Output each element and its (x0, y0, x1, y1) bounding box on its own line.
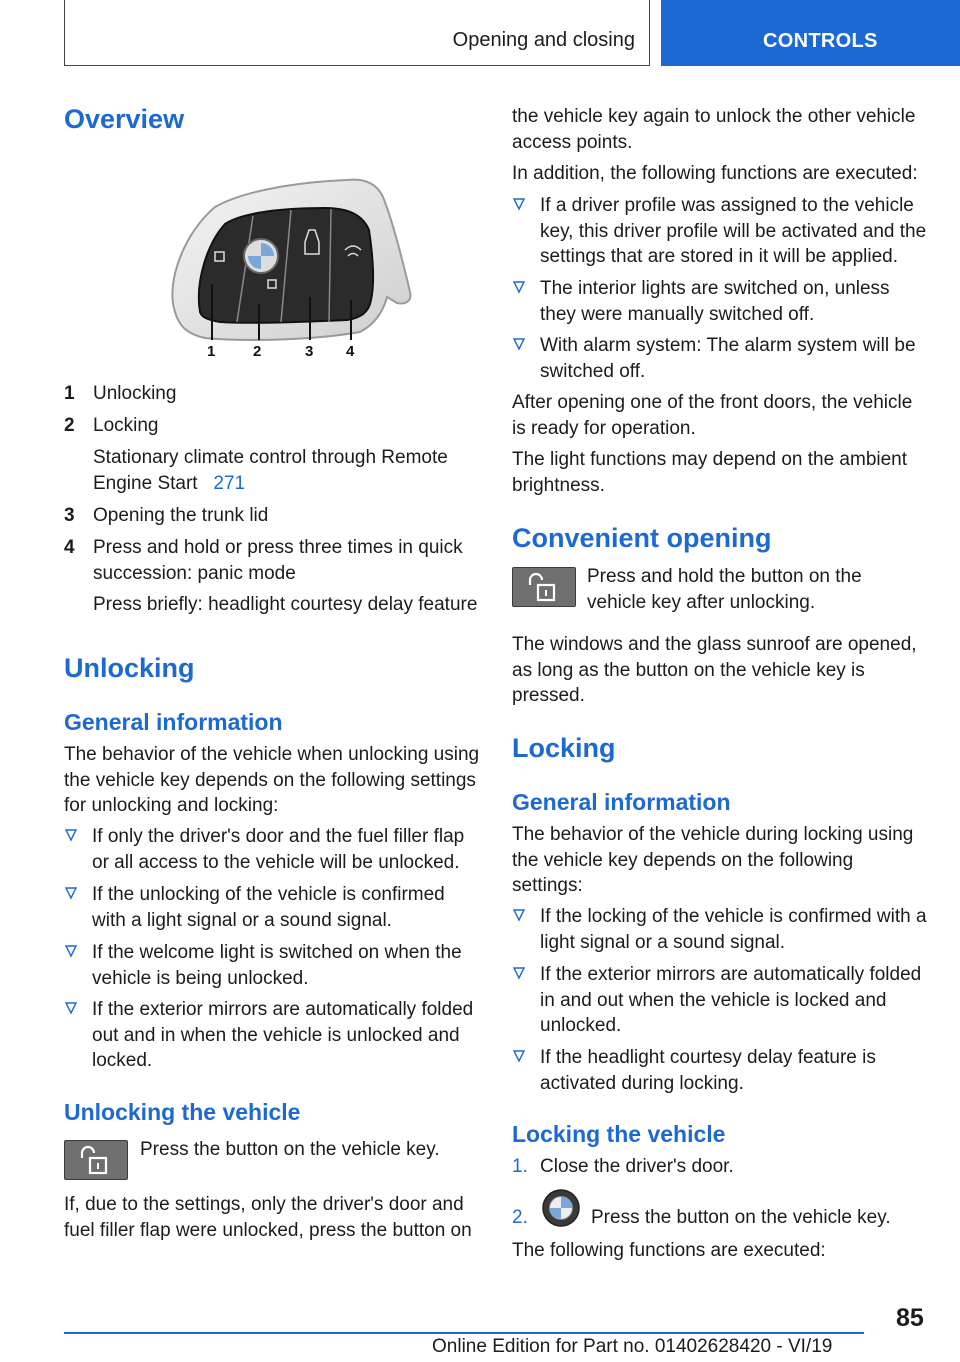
unlocking-general-info-text: The behavior of the vehicle when unlocking using the vehicle key depends on the following settings for unlocking and locking: (64, 744, 480, 816)
page-link-271[interactable]: 271 (213, 472, 246, 494)
triangle-bullet-icon (512, 1049, 526, 1063)
locking-vehicle-heading: Locking the vehicle (512, 1121, 726, 1147)
lock-functions-intro: The following functions are executed: (512, 1240, 826, 1261)
triangle-bullet-icon (64, 944, 78, 958)
page-number: 85 (896, 1304, 924, 1332)
triangle-bullet-icon (64, 1001, 78, 1015)
lock-step-num-2: 2. (512, 1207, 528, 1228)
convenient-opening-heading: Convenient opening (512, 523, 772, 553)
header-section-title: Opening and closing (452, 29, 635, 51)
header-section-box (64, 0, 650, 66)
locking-heading: Locking (512, 733, 616, 763)
callout-1: 1 (207, 343, 216, 360)
unlock-icon (512, 567, 576, 607)
locking-general-info-heading: General information (512, 789, 731, 815)
bmw-logo-button-icon (541, 1188, 581, 1228)
functions-intro: In addition, the following functions are executed: (512, 163, 918, 184)
unlocking-vehicle-para: If, due to the settings, only the driver's door and fuel filler flap were unlocked, press the button on (64, 1194, 472, 1241)
triangle-bullet-icon (512, 280, 526, 294)
convenient-unlock-button-image (512, 567, 576, 607)
triangle-bullet-icon (512, 197, 526, 211)
footer-edition: Online Edition for Part no. 01402628420 - VI/19 (432, 1336, 833, 1357)
lock-step-text-2: Press the button on the vehicle key. (591, 1207, 891, 1228)
legend-text-2: Locking (93, 415, 159, 436)
unlocking-vehicle-instruction: Press the button on the vehicle key. (140, 1139, 440, 1160)
lock-step-text-1: Close the driver's door. (540, 1156, 734, 1177)
triangle-bullet-icon (512, 337, 526, 351)
header-chapter-tab[interactable] (661, 0, 960, 66)
convenient-opening-instruction: Press and hold the button on the vehicle key after unlocking. (587, 566, 862, 613)
unlocking-general-info-heading: General information (64, 709, 283, 735)
legend-text-4: Press and hold or press three times in quick succession: panic mode (93, 537, 463, 584)
vehicle-key-illustration (125, 172, 425, 362)
unlocking-vehicle-heading: Unlocking the vehicle (64, 1099, 301, 1125)
legend-num-2: 2 (64, 415, 75, 436)
unlock-icon (64, 1140, 128, 1180)
convenient-opening-para: The windows and the glass sunroof are opened, as long as the button on the vehicle key is pressed. (512, 634, 917, 706)
legend-extra-4: Press briefly: headlight courtesy delay feature (93, 594, 478, 615)
legend-extra-2: Stationary climate control through Remote Engine Start 271 (93, 447, 448, 494)
footer-divider (64, 1332, 864, 1334)
legend-text-3: Opening the trunk lid (93, 505, 269, 526)
triangle-bullet-icon (512, 966, 526, 980)
continued-para: the vehicle key again to unlock the other vehicle access points. (512, 106, 916, 153)
callout-4: 4 (346, 343, 355, 360)
legend-num-3: 3 (64, 505, 75, 526)
after-opening-para: After opening one of the front doors, the vehicle is ready for operation. (512, 392, 913, 439)
triangle-bullet-icon (64, 886, 78, 900)
callout-2: 2 (253, 343, 262, 360)
legend-text-1: Unlocking (93, 383, 177, 404)
locking-general-info-text: The behavior of the vehicle during locking using the vehicle key depends on the following settings: (512, 824, 914, 896)
overview-heading: Overview (64, 104, 185, 134)
unlocking-heading: Unlocking (64, 653, 195, 683)
light-functions-para: The light functions may depend on the ambient brightness. (512, 449, 908, 496)
triangle-bullet-icon (64, 828, 78, 842)
unlock-button-image (64, 1140, 128, 1180)
header-chapter-title: CONTROLS (763, 30, 878, 52)
lock-step-num-1: 1. (512, 1156, 528, 1177)
triangle-bullet-icon (512, 908, 526, 922)
callout-3: 3 (305, 343, 314, 360)
legend-num-4: 4 (64, 537, 75, 558)
legend-num-1: 1 (64, 383, 75, 404)
